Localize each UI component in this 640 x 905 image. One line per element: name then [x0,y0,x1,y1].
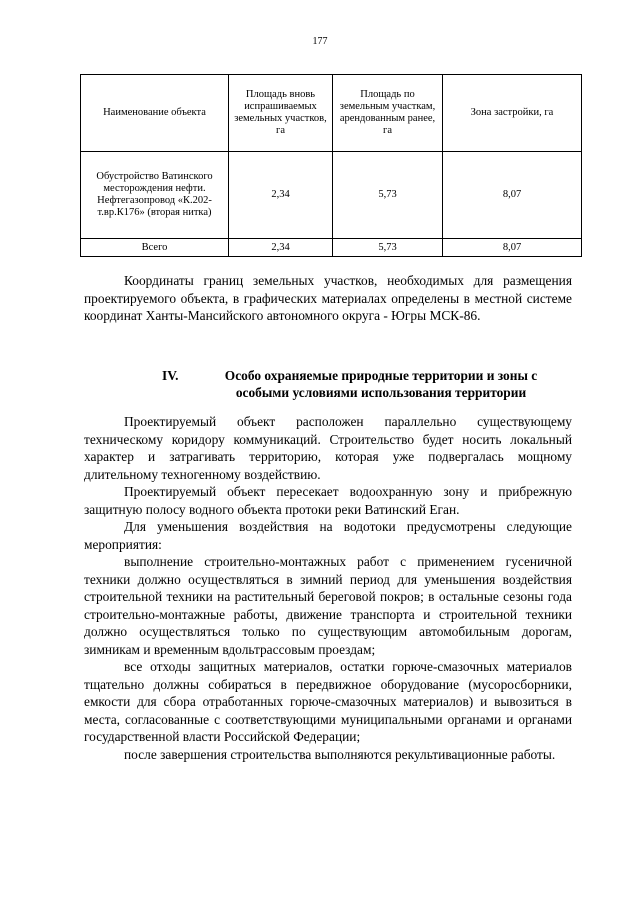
section-body [84,413,572,763]
table-row-total [81,239,582,257]
header-development-zone: Зона застройки, га [443,75,582,152]
cell-leased-area: 5,73 [333,152,443,239]
table-row [81,152,582,239]
cell-total-new-area: 2,34 [229,239,333,257]
cell-object-name: Обустройство Ватинского месторождения нефти. Нефтегазопровод «К.202-т.вр.К176» (вторая нитка) [81,152,229,239]
cell-development-zone: 8,07 [443,152,582,239]
coordinates-paragraph-block [84,272,572,325]
cell-total-development-zone: 8,07 [443,239,582,257]
coordinates-paragraph: Координаты границ земельных участков, необходимых для размещения проектируемого объекта, в графических материалах определены в местной системе координат Ханты-Мансийского автономного округа - Югры МСК-86. [84,273,572,323]
table-header-row [81,75,582,152]
header-leased-area: Площадь по земельным участкам, арендованным ранее, га [333,75,443,152]
cell-new-area: 2,34 [229,152,333,239]
paragraph: все отходы защитных материалов, остатки горюче-смазочных материалов тщательно должны собираться в передвижное оборудование (мусоросборники, емкости для сбора отработанных горюче-смазочных материалов) и вывозиться в места, согласованные с соответствующими муниципальными органами и органами государственной власти Российской Федерации; [84,659,572,744]
land-area-table [80,74,582,257]
page-number: 177 [312,36,328,47]
paragraph: выполнение строительно-монтажных работ с применением гусеничной техники должно осуществляться в зимний период для уменьшения воздействия строительной техники на растительный береговой покров; в остальные сезоны года строительно-монтажные работы, движение транспорта и строительной техники должно осуществляться только по существующим автомобильным дорогам, зимникам и временным вдольтрассовым проездам; [84,554,572,657]
header-object-name: Наименование объекта [81,75,229,152]
section-number: IV. [162,368,179,383]
header-new-area: Площадь вновь испрашиваемых земельных участков, га [229,75,333,152]
paragraph: Проектируемый объект расположен параллельно существующему техническому коридору коммуникаций. Строительство будет носить локальный характер и затрагивать территорию, которая уже подвергалась мощному длительному техногенному воздействию. [84,414,572,482]
section-title: Особо охраняемые природные территории и зоны с особыми условиями использования территории [224,368,538,400]
cell-total-label: Всего [81,239,229,257]
paragraph: после завершения строительства выполняются рекультивационные работы. [124,746,556,762]
paragraph: Для уменьшения воздействия на водотоки предусмотрены следующие мероприятия: [84,519,572,552]
cell-total-leased-area: 5,73 [333,239,443,257]
paragraph: Проектируемый объект пересекает водоохранную зону и прибрежную защитную полосу водного объекта протоки реки Ватинский Еган. [84,484,572,517]
section-heading [84,367,572,401]
